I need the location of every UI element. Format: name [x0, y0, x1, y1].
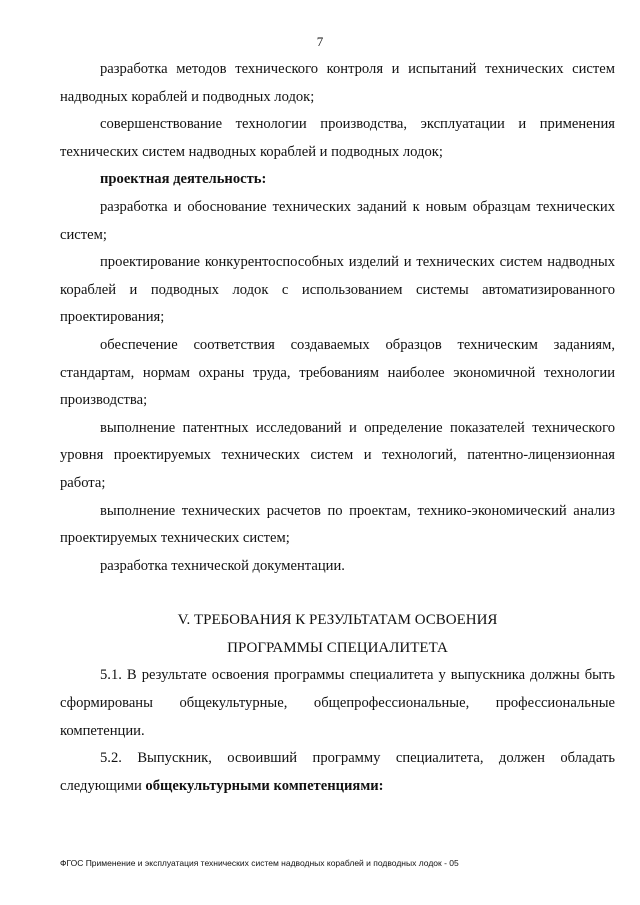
section-title-line1: V. ТРЕБОВАНИЯ К РЕЗУЛЬТАТАМ ОСВОЕНИЯ [177, 612, 498, 629]
document-body [60, 56, 615, 800]
project-item-design: проектирование конкурентоспособных изделий и технических систем надводных кораблей и подводных лодок с использованием системы автоматизированного проектирования; [60, 254, 615, 326]
page-footer: ФГОС Применение и эксплуатация технических систем надводных кораблей и подводных лодок - 05 [60, 858, 459, 868]
paragraph-5-2 [60, 745, 615, 800]
paragraph-5-2-bold: общекультурными компетенциями: [145, 777, 384, 794]
project-item-requirements: разработка и обоснование технических заданий к новым образцам технических систем; [60, 198, 615, 243]
paragraph-control-methods: разработка методов технического контроля и испытаний технических систем надводных кораблей и подводных лодок; [60, 61, 615, 105]
paragraph-technology-improvement: совершенствование технологии производства, эксплуатации и применения технических систем надводных кораблей и подводных лодок; [60, 116, 615, 160]
project-item-patents: выполнение патентных исследований и определение показателей технического уровня проектируемых технических систем и технологий, патентно-лицензионная работа; [60, 419, 615, 491]
page-number: 7 [316, 34, 324, 49]
project-item-calculations: выполнение технических расчетов по проектам, технико-экономический анализ проектируемых технических систем; [60, 502, 615, 547]
project-item-documentation: разработка технической документации. [100, 557, 345, 574]
section-spacer [60, 580, 615, 607]
project-item-compliance: обеспечение соответствия создаваемых образцов техническим заданиям, стандартам, нормам охраны труда, требованиям наиболее экономичной технологии производства; [60, 336, 615, 409]
paragraph-5-1: 5.1. В результате освоения программы специалитета у выпускника должны быть сформированы общекультурные, общепрофессиональные, профессиональные компетенции. [60, 667, 615, 739]
section-title-line2: ПРОГРАММЫ СПЕЦИАЛИТЕТА [227, 639, 448, 656]
project-activity-heading: проектная деятельность: [100, 171, 267, 188]
paragraph-5-2-text: 5.2. Выпускник, освоивший программу специалитета, должен обладать следующими [60, 750, 615, 794]
